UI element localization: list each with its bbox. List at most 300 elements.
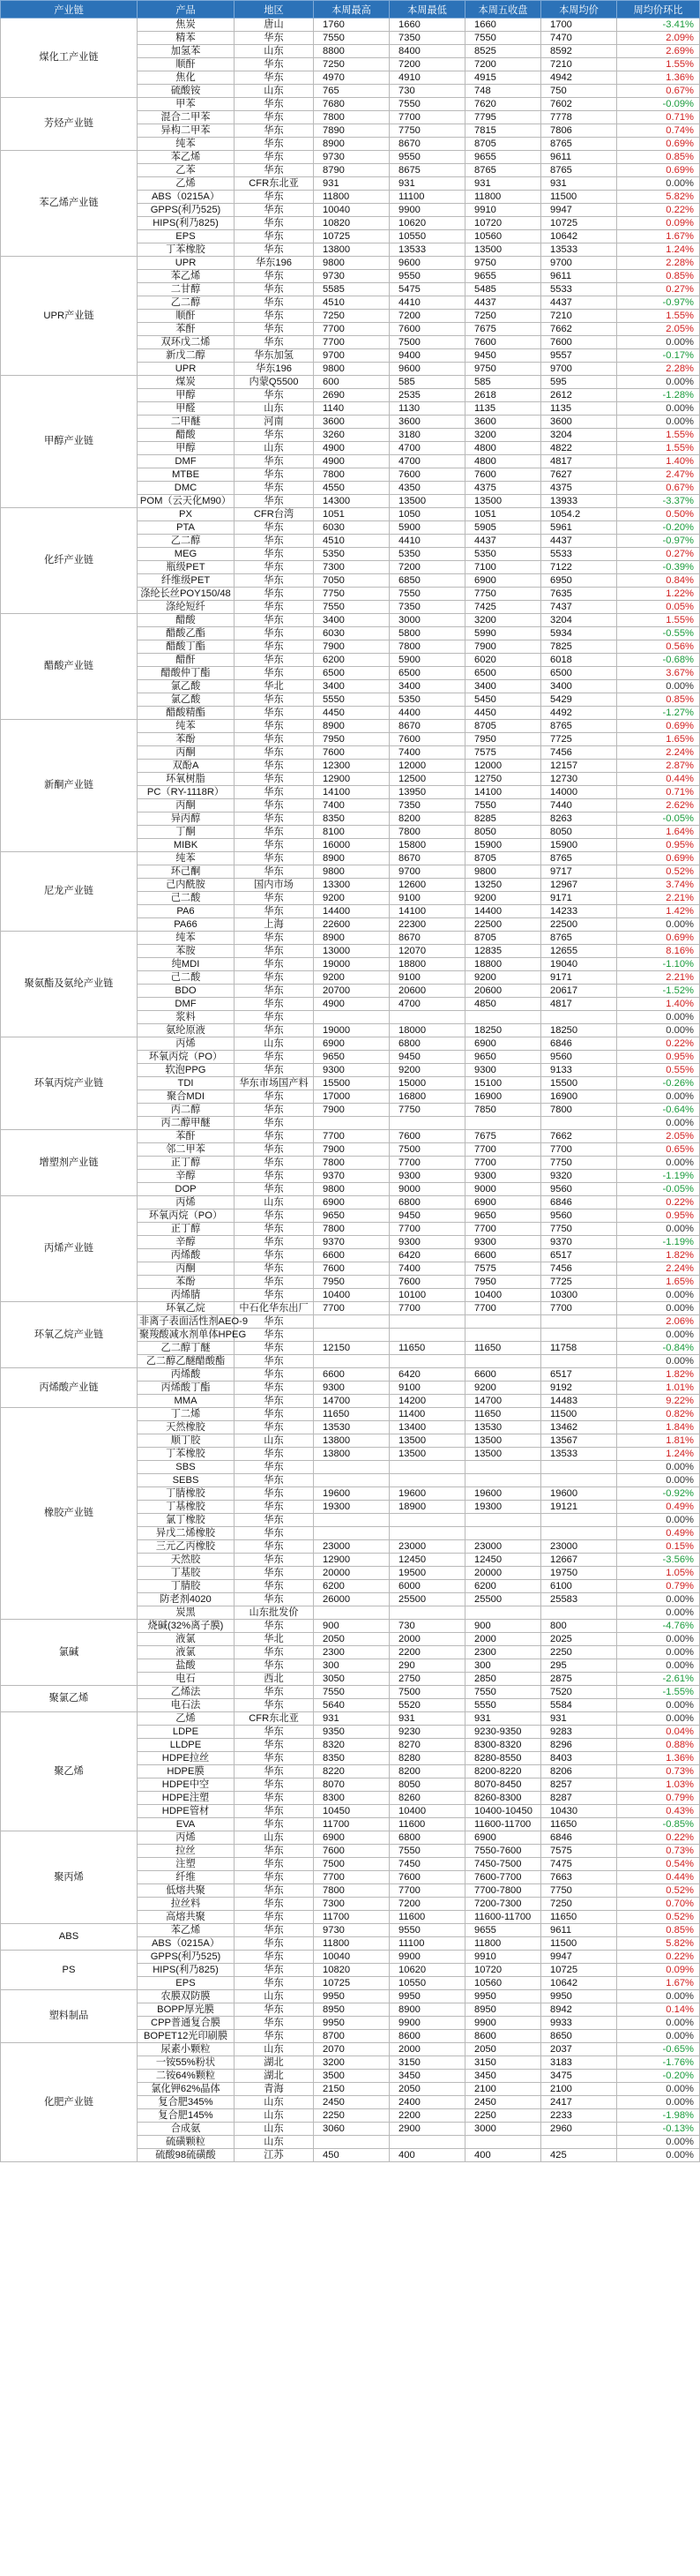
cell-avg-change: 0.00%: [617, 1659, 700, 1673]
cell-weekly-avg: 9560: [541, 1183, 617, 1196]
cell-friday-close: 6600: [465, 1249, 541, 1262]
cell-product: PX: [138, 508, 235, 521]
cell-region: 华东: [235, 124, 314, 138]
cell-region: 华东: [235, 138, 314, 151]
cell-friday-close: 5905: [465, 521, 541, 535]
cell-avg-change: 0.00%: [617, 1699, 700, 1712]
cell-product: 正丁醇: [138, 1223, 235, 1236]
chain-name: 丙烯产业链: [1, 1196, 138, 1302]
cell-friday-close: 7600-7700: [465, 1871, 541, 1884]
cell-product: HDPE注塑: [138, 1792, 235, 1805]
cell-product: 丁苯橡胶: [138, 1448, 235, 1461]
cell-weekly-avg: 25583: [541, 1593, 617, 1606]
cell-product: 异构二甲苯: [138, 124, 235, 138]
chain-name: 苯乙烯产业链: [1, 151, 138, 257]
cell-weekly-low: 7500: [390, 1686, 465, 1699]
col-friday-close: 本周五收盘: [465, 1, 541, 19]
table-row: [1, 19, 700, 32]
chain-name: 化纤产业链: [1, 508, 138, 614]
cell-weekly-low: 2000: [390, 2043, 465, 2056]
cell-weekly-low: 9100: [390, 892, 465, 905]
cell-friday-close: 8280-8550: [465, 1752, 541, 1765]
cell-product: 辛醇: [138, 1236, 235, 1249]
cell-friday-close: 25500: [465, 1593, 541, 1606]
cell-avg-change: 0.44%: [617, 1871, 700, 1884]
cell-weekly-low: 2200: [390, 1646, 465, 1659]
cell-weekly-avg: 9560: [541, 1209, 617, 1223]
cell-avg-change: 2.69%: [617, 45, 700, 58]
cell-product: 低熔共聚: [138, 1884, 235, 1898]
cell-avg-change: 0.00%: [617, 2096, 700, 2109]
cell-weekly-avg: 8765: [541, 138, 617, 151]
cell-weekly-high: [314, 1011, 390, 1024]
cell-region: 华东: [235, 1911, 314, 1924]
cell-weekly-high: 10725: [314, 1977, 390, 1990]
cell-weekly-low: 4350: [390, 482, 465, 495]
cell-region: 山东: [235, 1434, 314, 1448]
cell-avg-change: 0.43%: [617, 1805, 700, 1818]
cell-product: 醋酸: [138, 429, 235, 442]
cell-product: 丙二醇: [138, 1104, 235, 1117]
cell-weekly-high: 6200: [314, 1580, 390, 1593]
cell-weekly-low: 7350: [390, 799, 465, 812]
cell-friday-close: 4850: [465, 998, 541, 1011]
cell-weekly-high: 13300: [314, 879, 390, 892]
cell-weekly-low: 9230: [390, 1726, 465, 1739]
cell-product: 非离子表面活性剂AEO-9: [138, 1315, 235, 1329]
cell-avg-change: 0.69%: [617, 932, 700, 945]
cell-region: 华东: [235, 1249, 314, 1262]
cell-product: 硫酸铵: [138, 85, 235, 98]
cell-weekly-avg: 15900: [541, 839, 617, 852]
cell-weekly-low: 13400: [390, 1421, 465, 1434]
cell-weekly-avg: 12655: [541, 945, 617, 958]
cell-friday-close: 1051: [465, 508, 541, 521]
cell-weekly-high: 7600: [314, 746, 390, 760]
cell-product: MEG: [138, 548, 235, 561]
cell-product: DMF: [138, 998, 235, 1011]
cell-weekly-high: 8790: [314, 164, 390, 177]
cell-weekly-low: 7600: [390, 323, 465, 336]
cell-product: 氨纶原液: [138, 1024, 235, 1037]
cell-region: 华东: [235, 640, 314, 654]
cell-weekly-avg: 2875: [541, 1673, 617, 1686]
cell-product: 己二酸: [138, 971, 235, 985]
cell-region: 华东: [235, 468, 314, 482]
cell-region: 华东: [235, 1567, 314, 1580]
cell-weekly-high: 10040: [314, 1951, 390, 1964]
cell-weekly-avg: 8403: [541, 1752, 617, 1765]
cell-product: 丁酮: [138, 826, 235, 839]
cell-weekly-avg: 5533: [541, 548, 617, 561]
cell-weekly-avg: 4942: [541, 71, 617, 85]
cell-avg-change: 0.50%: [617, 508, 700, 521]
cell-product: 乙二醇: [138, 296, 235, 310]
cell-avg-change: 1.82%: [617, 1368, 700, 1382]
cell-weekly-avg: 8263: [541, 812, 617, 826]
cell-weekly-avg: 7440: [541, 799, 617, 812]
cell-friday-close: 3150: [465, 2056, 541, 2070]
cell-friday-close: 8070-8450: [465, 1778, 541, 1792]
cell-friday-close: 7550: [465, 32, 541, 45]
cell-region: 华东: [235, 1593, 314, 1606]
cell-region: 华东: [235, 601, 314, 614]
cell-product: 混合二甲苯: [138, 111, 235, 124]
cell-avg-change: 1.22%: [617, 588, 700, 601]
cell-weekly-low: 9000: [390, 1183, 465, 1196]
cell-avg-change: 1.55%: [617, 429, 700, 442]
cell-weekly-low: 23000: [390, 1540, 465, 1554]
cell-avg-change: -0.20%: [617, 2070, 700, 2083]
cell-product: LDPE: [138, 1726, 235, 1739]
cell-region: 山东: [235, 402, 314, 416]
cell-weekly-avg: 7700: [541, 1143, 617, 1157]
cell-product: 烧碱(32%离子膜): [138, 1620, 235, 1633]
cell-region: CFR东北亚: [235, 177, 314, 191]
cell-avg-change: 1.67%: [617, 230, 700, 243]
cell-avg-change: 0.00%: [617, 1514, 700, 1527]
cell-friday-close: 2050: [465, 2043, 541, 2056]
cell-weekly-high: 2250: [314, 2109, 390, 2123]
cell-region: 山东: [235, 1196, 314, 1209]
cell-region: 华东: [235, 1646, 314, 1659]
cell-friday-close: 12835: [465, 945, 541, 958]
cell-weekly-avg: 13533: [541, 1448, 617, 1461]
cell-product: 瓶级PET: [138, 561, 235, 574]
cell-weekly-high: 11800: [314, 1937, 390, 1951]
cell-region: 华东: [235, 495, 314, 508]
cell-weekly-avg: 7725: [541, 733, 617, 746]
cell-avg-change: 2.28%: [617, 363, 700, 376]
cell-weekly-high: 8100: [314, 826, 390, 839]
cell-weekly-low: 8270: [390, 1739, 465, 1752]
cell-product: 甲醇: [138, 389, 235, 402]
cell-region: 华东: [235, 482, 314, 495]
cell-product: 苯乙烯: [138, 1924, 235, 1937]
cell-weekly-high: 14100: [314, 786, 390, 799]
cell-product: 盐酸: [138, 1659, 235, 1673]
cell-weekly-avg: 2960: [541, 2123, 617, 2136]
cell-region: 华东: [235, 1051, 314, 1064]
cell-region: 华东: [235, 389, 314, 402]
cell-region: 华东: [235, 1064, 314, 1077]
cell-weekly-low: 8050: [390, 1778, 465, 1792]
cell-region: 华东: [235, 1090, 314, 1104]
cell-product: 天然胶: [138, 1554, 235, 1567]
cell-weekly-high: 4510: [314, 296, 390, 310]
chain-name: 增塑剂产业链: [1, 1130, 138, 1196]
cell-weekly-avg: 9947: [541, 1951, 617, 1964]
cell-avg-change: 0.55%: [617, 1064, 700, 1077]
cell-product: 聚合MDI: [138, 1090, 235, 1104]
cell-product: 纤维级PET: [138, 574, 235, 588]
cell-weekly-high: 3260: [314, 429, 390, 442]
cell-region: 华东: [235, 164, 314, 177]
cell-weekly-high: 10040: [314, 204, 390, 217]
cell-weekly-low: 7550: [390, 1845, 465, 1858]
cell-region: 华东: [235, 71, 314, 85]
cell-weekly-low: 5350: [390, 693, 465, 707]
cell-region: 华东: [235, 1951, 314, 1964]
cell-region: 华东: [235, 1183, 314, 1196]
cell-weekly-low: [390, 1329, 465, 1342]
cell-avg-change: 0.00%: [617, 1302, 700, 1315]
cell-weekly-avg: 6950: [541, 574, 617, 588]
cell-product: BOPP厚光膜: [138, 2003, 235, 2017]
cell-product: 苯酚: [138, 1276, 235, 1289]
cell-region: 华东: [235, 1276, 314, 1289]
cell-product: 氯丁橡胶: [138, 1514, 235, 1527]
cell-region: 华东: [235, 98, 314, 111]
cell-weekly-low: [390, 2136, 465, 2149]
cell-friday-close: 13500: [465, 495, 541, 508]
cell-weekly-high: 22600: [314, 918, 390, 932]
table-row: [1, 1196, 700, 1209]
cell-weekly-avg: 3600: [541, 416, 617, 429]
cell-friday-close: 2250: [465, 2109, 541, 2123]
chain-name: 环氧丙烷产业链: [1, 1037, 138, 1130]
cell-weekly-avg: 4817: [541, 455, 617, 468]
cell-weekly-low: 931: [390, 1712, 465, 1726]
cell-region: 华东: [235, 310, 314, 323]
table-row: [1, 257, 700, 270]
cell-region: 华东: [235, 1408, 314, 1421]
cell-friday-close: 13500: [465, 243, 541, 257]
cell-product: 苯乙烯: [138, 151, 235, 164]
cell-weekly-high: 6600: [314, 1249, 390, 1262]
cell-weekly-low: 290: [390, 1659, 465, 1673]
cell-weekly-low: 7700: [390, 1157, 465, 1170]
cell-weekly-avg: 8050: [541, 826, 617, 839]
cell-weekly-avg: 3204: [541, 614, 617, 627]
table-row: [1, 932, 700, 945]
table-row: [1, 720, 700, 733]
cell-weekly-high: 5585: [314, 283, 390, 296]
cell-region: 华东: [235, 1395, 314, 1408]
cell-weekly-avg: 3204: [541, 429, 617, 442]
cell-product: 硫酸98硫磺酸: [138, 2149, 235, 2162]
cell-weekly-low: 6420: [390, 1249, 465, 1262]
cell-product: EPS: [138, 1977, 235, 1990]
cell-weekly-low: 7500: [390, 1143, 465, 1157]
cell-weekly-low: 11400: [390, 1408, 465, 1421]
cell-friday-close: 13530: [465, 1421, 541, 1434]
cell-weekly-low: 8200: [390, 812, 465, 826]
cell-weekly-low: 5800: [390, 627, 465, 640]
cell-weekly-avg: [541, 1606, 617, 1620]
cell-avg-change: 0.95%: [617, 1209, 700, 1223]
cell-region: 华东: [235, 852, 314, 865]
cell-avg-change: -1.76%: [617, 2056, 700, 2070]
cell-product: 乙二醇: [138, 535, 235, 548]
cell-weekly-low: 8280: [390, 1752, 465, 1765]
cell-weekly-low: 8260: [390, 1792, 465, 1805]
cell-region: 国内市场: [235, 879, 314, 892]
cell-avg-change: 0.00%: [617, 2017, 700, 2030]
cell-product: 拉丝料: [138, 1898, 235, 1911]
cell-avg-change: 2.06%: [617, 1315, 700, 1329]
cell-avg-change: -0.55%: [617, 627, 700, 640]
cell-avg-change: 0.09%: [617, 1964, 700, 1977]
cell-friday-close: 7900: [465, 640, 541, 654]
cell-weekly-high: 9370: [314, 1236, 390, 1249]
cell-product: 液氯: [138, 1646, 235, 1659]
cell-friday-close: 22500: [465, 918, 541, 932]
cell-weekly-high: 15500: [314, 1077, 390, 1090]
cell-avg-change: 8.16%: [617, 945, 700, 958]
cell-friday-close: 7620: [465, 98, 541, 111]
cell-weekly-high: 7800: [314, 111, 390, 124]
cell-product: 炭黑: [138, 1606, 235, 1620]
cell-weekly-low: 2400: [390, 2096, 465, 2109]
cell-weekly-high: 5640: [314, 1699, 390, 1712]
cell-weekly-avg: 8765: [541, 720, 617, 733]
cell-friday-close: 6500: [465, 667, 541, 680]
cell-product: 氯乙酸: [138, 693, 235, 707]
cell-avg-change: 0.85%: [617, 151, 700, 164]
cell-product: 煤炭: [138, 376, 235, 389]
cell-product: 焦炭: [138, 19, 235, 32]
cell-weekly-high: 7900: [314, 640, 390, 654]
cell-weekly-low: 2750: [390, 1673, 465, 1686]
cell-weekly-high: 26000: [314, 1593, 390, 1606]
cell-region: 山东: [235, 1831, 314, 1845]
cell-weekly-low: 4700: [390, 455, 465, 468]
cell-product: 顺酐: [138, 58, 235, 71]
cell-friday-close: 8525: [465, 45, 541, 58]
cell-avg-change: -1.52%: [617, 985, 700, 998]
cell-friday-close: [465, 1606, 541, 1620]
cell-friday-close: 8705: [465, 138, 541, 151]
cell-weekly-avg: 4375: [541, 482, 617, 495]
cell-weekly-high: 12900: [314, 773, 390, 786]
cell-friday-close: [465, 1011, 541, 1024]
cell-avg-change: 1.03%: [617, 1778, 700, 1792]
cell-region: 华东: [235, 323, 314, 336]
cell-weekly-low: 12600: [390, 879, 465, 892]
cell-weekly-low: 585: [390, 376, 465, 389]
cell-avg-change: -3.37%: [617, 495, 700, 508]
cell-weekly-high: 7250: [314, 58, 390, 71]
cell-weekly-high: 7800: [314, 1884, 390, 1898]
cell-friday-close: 3400: [465, 680, 541, 693]
cell-avg-change: 1.81%: [617, 1434, 700, 1448]
cell-weekly-avg: 12667: [541, 1554, 617, 1567]
cell-region: 华东: [235, 1805, 314, 1818]
chain-name: 丙烯酸产业链: [1, 1368, 138, 1408]
cell-avg-change: 0.70%: [617, 1898, 700, 1911]
cell-region: 华东: [235, 1130, 314, 1143]
cell-weekly-avg: [541, 1514, 617, 1527]
cell-weekly-avg: 3475: [541, 2070, 617, 2083]
cell-weekly-low: 7700: [390, 111, 465, 124]
cell-weekly-high: 9730: [314, 1924, 390, 1937]
cell-weekly-low: 1050: [390, 508, 465, 521]
cell-region: 华东: [235, 1461, 314, 1474]
cell-region: 华东: [235, 1236, 314, 1249]
cell-avg-change: 2.47%: [617, 468, 700, 482]
cell-region: 华东: [235, 1104, 314, 1117]
cell-product: 丁基橡胶: [138, 1501, 235, 1514]
cell-product: 尿素小颗粒: [138, 2043, 235, 2056]
cell-weekly-low: 8600: [390, 2030, 465, 2043]
cell-weekly-avg: 9192: [541, 1382, 617, 1395]
cell-product: 乙二醇丁醚: [138, 1342, 235, 1355]
cell-weekly-high: 13800: [314, 243, 390, 257]
cell-region: 华东: [235, 1024, 314, 1037]
cell-weekly-high: 3400: [314, 614, 390, 627]
cell-weekly-avg: [541, 1117, 617, 1130]
cell-product: 丙酮: [138, 1262, 235, 1276]
cell-weekly-low: [390, 1474, 465, 1487]
cell-product: 己二酸: [138, 892, 235, 905]
cell-region: 华东: [235, 1937, 314, 1951]
cell-region: 华东: [235, 1474, 314, 1487]
cell-weekly-low: 12070: [390, 945, 465, 958]
cell-region: 华东: [235, 773, 314, 786]
cell-weekly-low: 9100: [390, 1382, 465, 1395]
cell-product: 醋酸乙酯: [138, 627, 235, 640]
cell-product: 己内酰胺: [138, 879, 235, 892]
cell-product: 丙烯: [138, 1831, 235, 1845]
cell-weekly-low: 13950: [390, 786, 465, 799]
cell-weekly-high: 9800: [314, 865, 390, 879]
cell-product: 双酚A: [138, 760, 235, 773]
cell-weekly-avg: 19750: [541, 1567, 617, 1580]
cell-weekly-high: 7050: [314, 574, 390, 588]
cell-weekly-avg: 5934: [541, 627, 617, 640]
cell-weekly-avg: 7635: [541, 588, 617, 601]
cell-avg-change: -0.92%: [617, 1487, 700, 1501]
table-row: [1, 2043, 700, 2056]
cell-product: 纯苯: [138, 852, 235, 865]
cell-weekly-high: 8800: [314, 45, 390, 58]
cell-friday-close: 2450: [465, 2096, 541, 2109]
cell-avg-change: 0.14%: [617, 2003, 700, 2017]
cell-weekly-high: 13800: [314, 1448, 390, 1461]
chain-name: 聚乙烯: [1, 1712, 138, 1831]
cell-weekly-avg: 6846: [541, 1831, 617, 1845]
cell-weekly-avg: 7250: [541, 1898, 617, 1911]
cell-weekly-high: 19000: [314, 958, 390, 971]
cell-weekly-low: 7700: [390, 1223, 465, 1236]
cell-weekly-low: 15000: [390, 1077, 465, 1090]
cell-product: 乙烯法: [138, 1686, 235, 1699]
cell-weekly-high: 7950: [314, 733, 390, 746]
cell-friday-close: 7700-7800: [465, 1884, 541, 1898]
cell-avg-change: 0.00%: [617, 1633, 700, 1646]
cell-avg-change: 0.65%: [617, 1143, 700, 1157]
cell-weekly-avg: 9700: [541, 363, 617, 376]
cell-weekly-avg: 22500: [541, 918, 617, 932]
cell-friday-close: 7950: [465, 1276, 541, 1289]
cell-product: 拉丝: [138, 1845, 235, 1858]
cell-region: 华东: [235, 1143, 314, 1157]
cell-weekly-avg: 19040: [541, 958, 617, 971]
chain-name: 塑料制品: [1, 1990, 138, 2043]
cell-weekly-high: 7300: [314, 561, 390, 574]
cell-weekly-high: 3600: [314, 416, 390, 429]
cell-friday-close: 9655: [465, 1924, 541, 1937]
cell-friday-close: 9800: [465, 865, 541, 879]
cell-weekly-low: 22300: [390, 918, 465, 932]
cell-avg-change: 0.00%: [617, 1289, 700, 1302]
cell-product: TDI: [138, 1077, 235, 1090]
cell-weekly-low: 8200: [390, 1765, 465, 1778]
cell-friday-close: 5450: [465, 693, 541, 707]
cell-weekly-low: 400: [390, 2149, 465, 2162]
cell-friday-close: 9950: [465, 1990, 541, 2003]
